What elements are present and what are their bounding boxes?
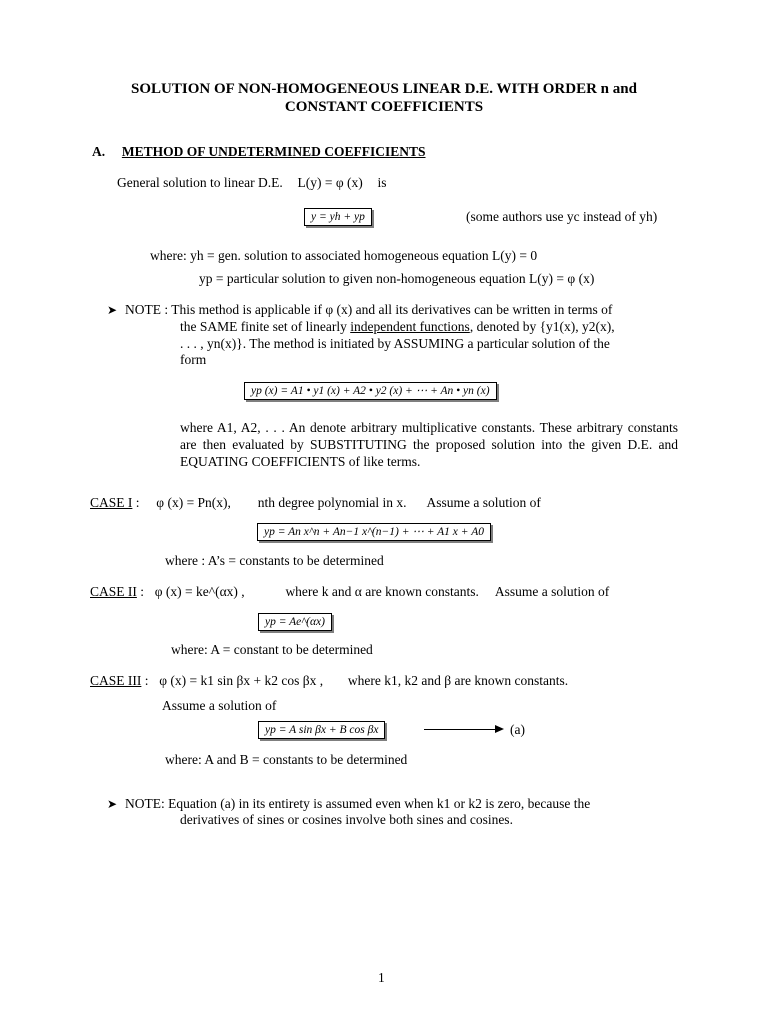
general-solution-line: [117, 175, 387, 192]
page-number: 1: [378, 970, 385, 985]
arrow-line: [424, 729, 496, 730]
form-equation: yp (x) = A1 • y1 (x) + A2 • y2 (x) + ⋯ + An • yn (x): [251, 385, 490, 397]
note2-line1: NOTE: Equation (a) in its entirety is assumed even when k1 or k2 is zero, because the: [125, 796, 591, 811]
case3-assume: Assume a solution of: [162, 698, 277, 713]
case3-equation: yp = A sin βx + B cos βx: [265, 724, 379, 736]
case1-equation: yp = An x^n + An−1 x^(n−1) + ⋯ + A1 x + A0: [264, 526, 484, 538]
arrow-right-icon: [495, 725, 504, 733]
case1-assume: Assume a solution of: [426, 495, 541, 510]
general-is: is: [377, 175, 387, 190]
case3-desc: where k1, k2 and β are known constants.: [347, 673, 569, 688]
main-equation-box: [304, 208, 372, 226]
title-line-2: CONSTANT COEFFICIENTS: [284, 99, 484, 115]
general-text: General solution to linear D.E.: [117, 175, 283, 190]
section-letter: A.: [92, 144, 106, 159]
case1-colon: :: [135, 495, 140, 510]
form-equation-box: [244, 382, 497, 400]
note1-line1: NOTE : This method is applicable if φ (x) and all its derivatives can be written in terms of: [125, 302, 613, 317]
case3-equation-tag: (a): [510, 722, 525, 737]
case3-where: where: A and B = constants to be determined: [165, 752, 408, 767]
case2-assume: Assume a solution of: [494, 584, 610, 599]
main-equation-note: (some authors use yc instead of yh): [466, 209, 658, 224]
case2-label: CASE II: [90, 584, 137, 599]
note-arrow-icon: ➤: [107, 797, 118, 811]
case2-desc: where k and α are known constants.: [285, 584, 479, 599]
case3-colon: :: [144, 673, 149, 688]
case3-line: [90, 673, 568, 690]
note1-line2-a: the SAME finite set of linearly: [180, 319, 351, 334]
case1-line: [90, 495, 541, 512]
case1-phi: φ (x) = Pn(x),: [156, 495, 231, 510]
section-heading: [92, 144, 426, 161]
case2-where: where: A = constant to be determined: [171, 642, 373, 657]
case2-colon: :: [140, 584, 145, 599]
case2-equation: yp = Ae^(αx): [265, 616, 325, 628]
note1-line2-b: , denoted by {y1(x), y2(x),: [469, 319, 615, 334]
case3-label: CASE III: [90, 673, 142, 688]
case1-desc: nth degree polynomial in x.: [257, 495, 407, 510]
note2-marker: [107, 796, 117, 813]
section-name: METHOD OF UNDETERMINED COEFFICIENTS: [121, 144, 426, 159]
title-line-1: SOLUTION OF NON-HOMOGENEOUS LINEAR D.E. WITH ORDER n and: [131, 81, 637, 97]
note2-line2: derivatives of sines or cosines involve both sines and cosines.: [180, 812, 513, 827]
note1-line2: [180, 319, 678, 336]
case3-equation-box: [258, 721, 385, 739]
note-arrow-icon: ➤: [107, 303, 118, 317]
note1-marker: [107, 302, 117, 319]
general-eq: L(y) = φ (x): [297, 175, 363, 190]
page-title: [60, 80, 708, 116]
note1-line2-underlined: independent functions: [350, 319, 470, 334]
main-equation: y = yh + yp: [311, 211, 365, 223]
case1-label: CASE I: [90, 495, 133, 510]
where-yh: where: yh = gen. solution to associated homogeneous equation L(y) = 0: [150, 248, 538, 263]
where-yp: yp = particular solution to given non-homogeneous equation L(y) = φ (x): [199, 271, 595, 286]
case2-phi: φ (x) = ke^(αx) ,: [154, 584, 245, 599]
case3-phi: φ (x) = k1 sin βx + k2 cos βx ,: [159, 673, 324, 688]
constants-paragraph: where A1, A2, . . . An denote arbitrary multiplicative constants. These arbitrary constants are then evaluated by SUBSTITUTING the proposed solution into the given D.E. and EQUATING COEFFICIENTS of like terms.: [180, 420, 678, 469]
note1-line4: form: [180, 352, 207, 367]
case2-line: [90, 584, 609, 601]
case1-where: where : A’s = constants to be determined: [165, 553, 384, 568]
case1-equation-box: [257, 523, 491, 541]
note1-line3: . . . , yn(x)}. The method is initiated by ASSUMING a particular solution of the: [180, 336, 610, 351]
case2-equation-box: [258, 613, 332, 631]
